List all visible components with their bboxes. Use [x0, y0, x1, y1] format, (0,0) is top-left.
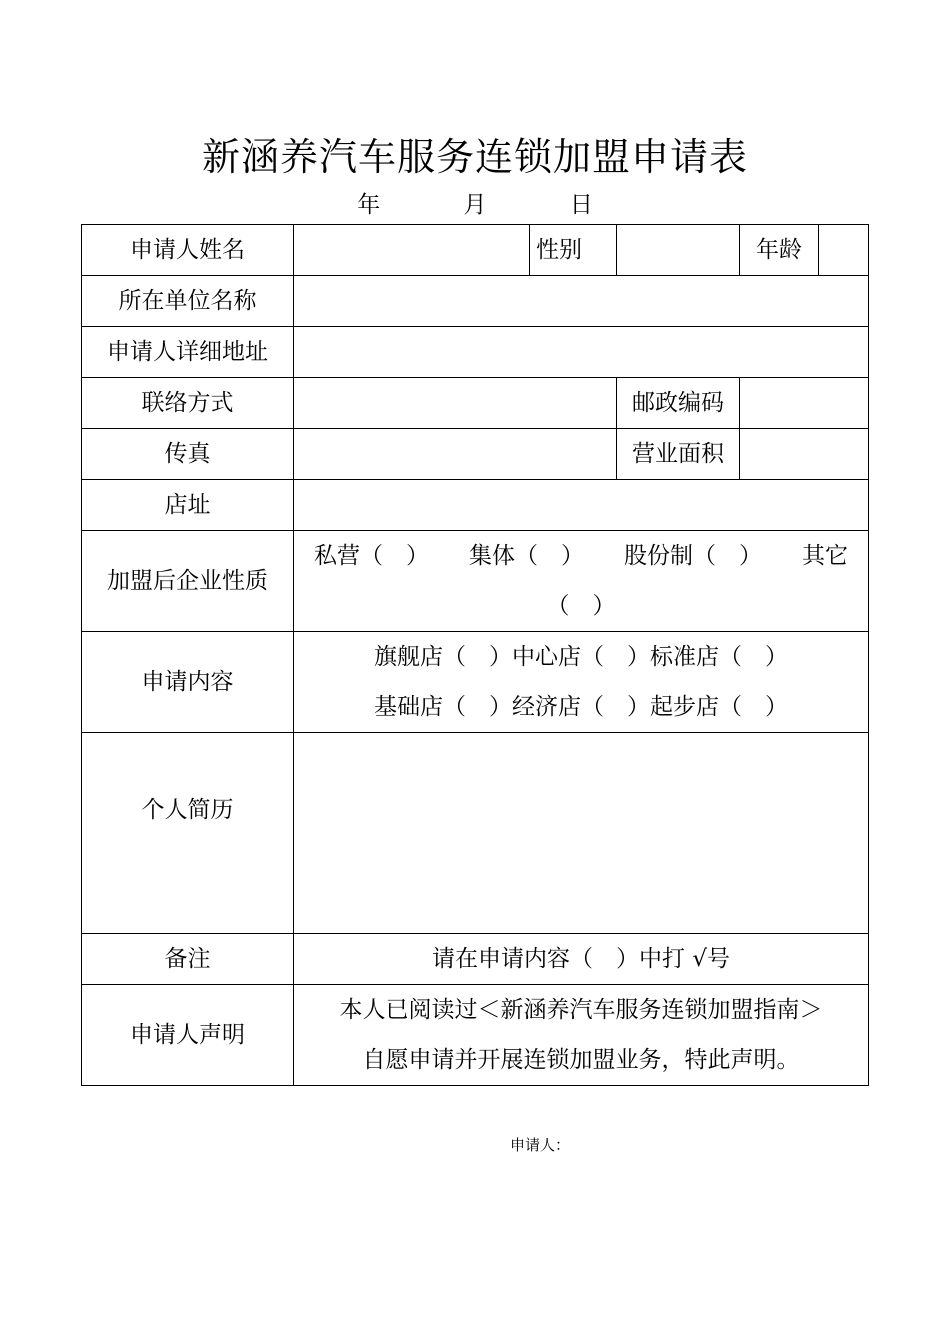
contact-label: 联络方式: [82, 378, 294, 429]
table-row: [82, 378, 869, 429]
declaration-line-2: 自愿申请并开展连锁加盟业务，特此声明。: [362, 1047, 800, 1073]
remark-label: 备注: [82, 934, 294, 985]
table-row: [82, 531, 869, 632]
unit-name-field[interactable]: [294, 276, 869, 327]
fax-label: 传真: [82, 429, 294, 480]
nature-option-collective[interactable]: 集体（ ）: [469, 543, 584, 569]
date-day-label: 日: [569, 192, 593, 218]
business-area-label: 营业面积: [617, 429, 740, 480]
table-row: [82, 429, 869, 480]
nature-option-shareholding[interactable]: 股份制（ ）: [624, 543, 762, 569]
application-content-options: [294, 632, 869, 733]
content-options-line-1[interactable]: 旗舰店（ ）中心店（ ）标准店（ ）: [374, 644, 788, 670]
enterprise-nature-label: 加盟后企业性质: [82, 531, 294, 632]
unit-name-label: 所在单位名称: [82, 276, 294, 327]
declaration-text: [294, 985, 869, 1086]
nature-other-blank[interactable]: （ ）: [546, 593, 616, 619]
nature-option-private[interactable]: 私营（ ）: [314, 543, 429, 569]
age-cell: [740, 225, 869, 276]
table-row: [82, 225, 869, 276]
gender-field[interactable]: [617, 225, 740, 276]
fax-field[interactable]: [294, 429, 617, 480]
shop-address-field[interactable]: [294, 480, 869, 531]
age-field[interactable]: [819, 225, 868, 275]
resume-field[interactable]: [294, 733, 869, 934]
date-year-label: 年: [357, 192, 381, 218]
gender-label: 性别: [530, 225, 617, 276]
table-row: [82, 934, 869, 985]
declaration-label: 申请人声明: [82, 985, 294, 1086]
resume-label: 个人简历: [82, 733, 294, 934]
table-row: [82, 632, 869, 733]
content-options-line-2[interactable]: 基础店（ ）经济店（ ）起步店（ ）: [374, 694, 788, 720]
date-line: [0, 186, 950, 219]
application-table: [81, 224, 869, 1086]
table-row: [82, 733, 869, 934]
application-content-label: 申请内容: [82, 632, 294, 733]
form-title: 新涵养汽车服务连锁加盟申请表: [201, 135, 748, 179]
applicant-name-label: 申请人姓名: [82, 225, 294, 276]
nature-option-other[interactable]: 其它: [802, 543, 848, 569]
table-row: [82, 276, 869, 327]
postcode-label: 邮政编码: [617, 378, 740, 429]
signer-label: 申请人：: [510, 1136, 571, 1154]
remark-text: 请在申请内容（ ）中打 √号: [294, 934, 869, 985]
applicant-name-field[interactable]: [294, 225, 530, 276]
shop-address-label: 店址: [82, 480, 294, 531]
age-label: 年龄: [740, 225, 819, 275]
enterprise-nature-options: [294, 531, 869, 632]
postcode-field[interactable]: [740, 378, 869, 429]
contact-field[interactable]: [294, 378, 617, 429]
declaration-line-1: 本人已阅读过＜新涵养汽车服务连锁加盟指南＞: [339, 997, 823, 1023]
table-row: [82, 985, 869, 1086]
detailed-address-field[interactable]: [294, 327, 869, 378]
date-month-label: 月: [463, 192, 487, 218]
table-row: [82, 327, 869, 378]
table-row: [82, 480, 869, 531]
business-area-field[interactable]: [740, 429, 869, 480]
detailed-address-label: 申请人详细地址: [82, 327, 294, 378]
